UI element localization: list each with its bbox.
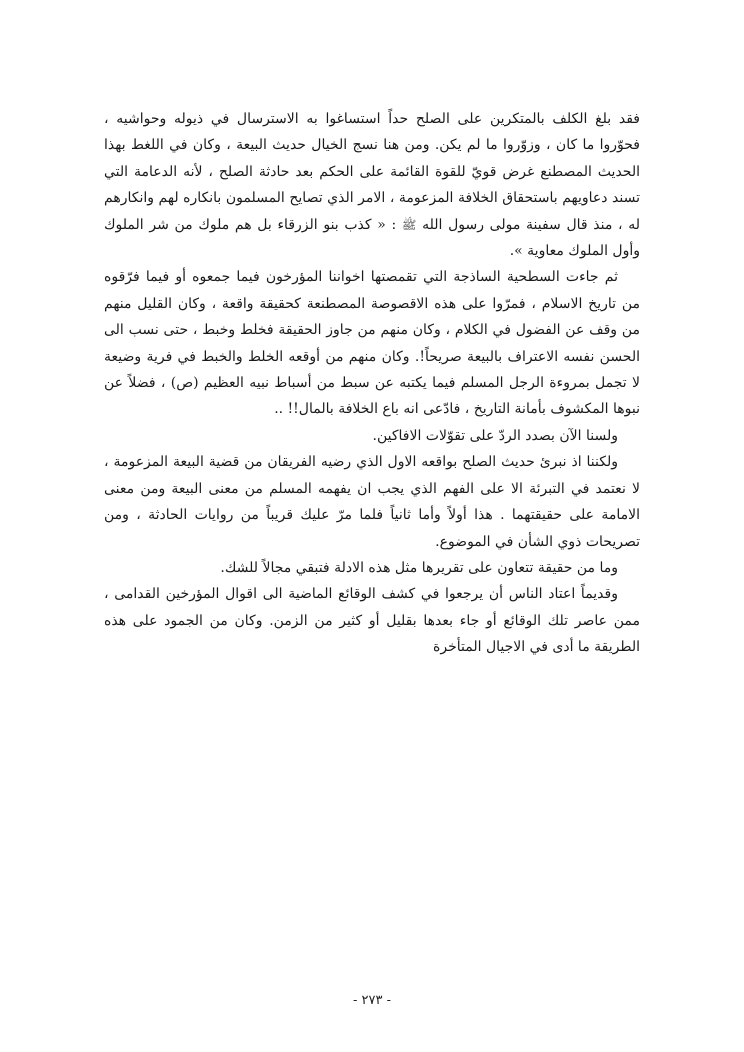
paragraph-1-text: فقد بلغ الكلف بالمتكرين على الصلح حداً استساغوا به الاسترسال في ذيوله وحواشيه ، فحوّروا ما كان ، وزوّروا ما لم يكن. ومن هنا نسج الخيال حديث البيعة ، وكان في اللغط بهذا الحديث المصطنع غرض قويّ للقوة القائمة على الحكم بعد حادثة الصلح ، لأنه الدعامة التي تسند دعاويهم باستحقاق الخلافة المزعومة ، الامر الذي تصايح المسلمون بانكاره لهم وانكارهم له ، منذ قال سفينة مولى رسول الله (104, 111, 640, 233)
page-number: - ٢٧٣ - (352, 993, 391, 1008)
paragraph-5: وما من حقيقة تتعاون على تقريرها مثل هذه الادلة فتبقي مجالاً للشك. (220, 559, 618, 576)
salawat-symbol: ﷺ (401, 217, 417, 232)
paragraph-2: ثم جاءت السطحية الساذجة التي تقمصتها اخواننا المؤرخون فيما جمعوه أو فيما فرّقوه من تاريخ الاسلام ، فمرّوا على هذه الاقصوصة المصطنعة كحقيقة واقعة ، وكان القليل منهم من وقف عن الفضول في الكلام ، وكان منهم من جاوز الحقيقة فخلط وخبط ، حتى نسب الى الحسن نفسه الاعتراف بالبيعة صريحاً!. وكان منهم من أوقعه الخلط والخبط في فرية وضيعة لا تجمل بمروءة الرجل المسلم فيما يكتبه عن سبط من أسباط نبيه العظيم (ص) ، فضلاً عن نبوها المكشوف بأمانة التاريخ ، فادّعى انه باع الخلافة بالمال!! .. (104, 269, 640, 418)
paragraph-1 (104, 106, 640, 264)
paragraph-4: ولكننا اذ نبرئ حديث الصلح بواقعه الاول الذي رضيه الفريقان من قضية البيعة المزعومة ، لا نعتمد في التبرئة الا على الفهم الذي يجب ان يفهمه المسلم من معنى البيعة ومن معنى الامامة على حقيقتهما . هذا أولاً وأما ثانياً فلما مرّ عليك قريباً من روايات الحادثة ، ومن تصريحات ذوي الشأن في الموضوع. (104, 454, 640, 550)
paragraph-6: وقديماً اعتاد الناس أن يرجعوا في كشف الوقائع الماضية الى اقوال المؤرخين القدامى ، ممن عاصر تلك الوقائع أو جاء بعدها بقليل أو كثير من الزمن. وكان من الجمود على هذه الطريقة ما أدى في الاجيال المتأخرة (104, 586, 640, 656)
body-text (104, 106, 640, 661)
paragraph-3: ولسنا الآن بصدد الردّ على تقوّلات الافاكين. (372, 427, 618, 444)
paragraph-1-quote: : « كذب بنو الزرقاء بل هم ملوك من شر الملوك وأول الملوك معاوية ». (104, 216, 640, 260)
